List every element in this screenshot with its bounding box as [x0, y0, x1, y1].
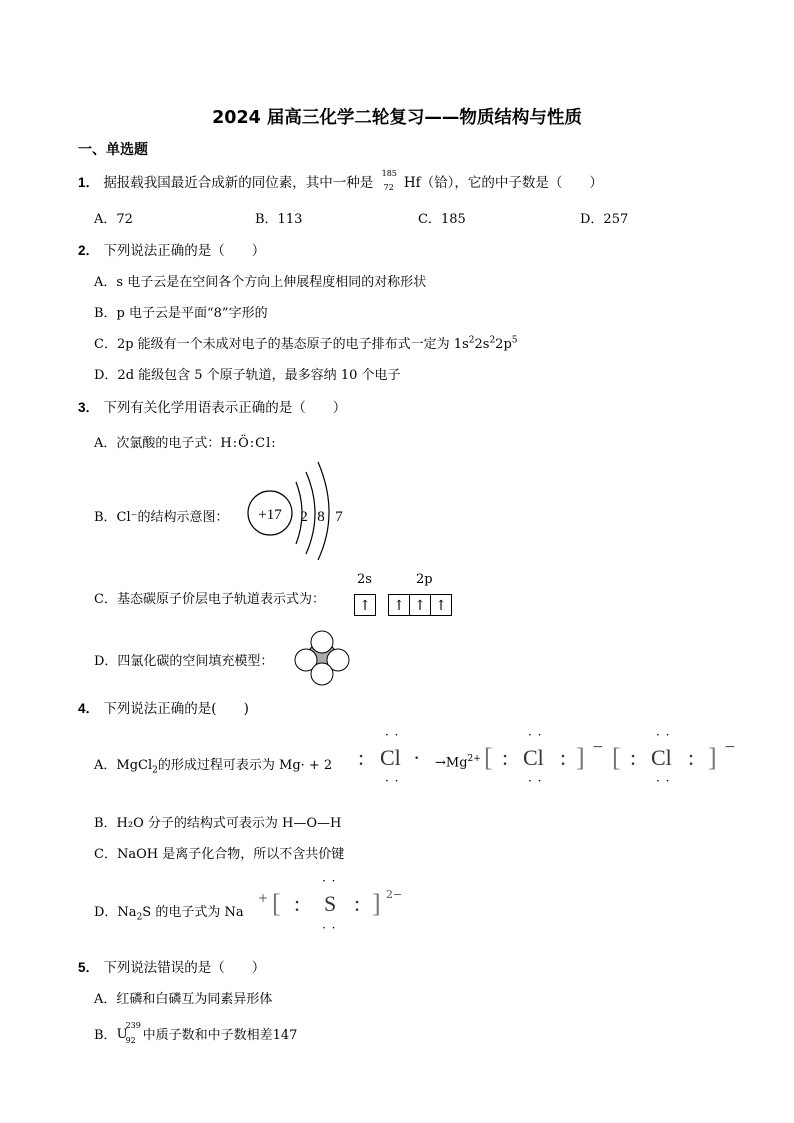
option-a: [94, 754, 332, 776]
superscript: 5: [511, 335, 518, 346]
question-number: 4．: [78, 701, 100, 716]
hclo-electron-formula: H:Ö:Cl:: [220, 436, 277, 451]
isotope-notation: [378, 168, 400, 193]
ccl4-space-filling-model: [292, 630, 352, 686]
element-symbol: U: [116, 1026, 128, 1042]
option-b: B．113: [255, 212, 303, 227]
option-d: D．四氯化碳的空间填充模型：: [94, 654, 274, 669]
option-a: A．红磷和白磷互为同素异形体: [94, 992, 273, 1007]
option-a: A．s 电子云是在空间各个方向上伸展程度相同的对称形状: [94, 275, 427, 290]
option-b: B．H₂O 分子的结构式可表示为 H—O—H: [94, 816, 342, 831]
subscript: 2: [136, 912, 143, 923]
superscript: 2: [468, 335, 475, 346]
question-number: 3．: [78, 400, 100, 415]
option-a: [94, 432, 277, 451]
subscript: 2: [152, 765, 158, 776]
option-d: D．257: [580, 212, 629, 227]
option-a-text: A．次氯酸的电子式：: [94, 436, 221, 451]
s-symbol: S: [324, 891, 337, 916]
option-b-text: 中质子数和中子数相差147: [142, 1028, 298, 1043]
cl-ion-structure-diagram: [244, 460, 354, 560]
orbital-2p-boxes: [388, 594, 451, 616]
question-text: 据报载我国最近合成新的同位素，其中一种是: [103, 175, 374, 191]
charge: 2−: [386, 888, 403, 901]
orbital-2s-box: [354, 594, 375, 616]
option-b: B．Cl⁻的结构示意图：: [94, 510, 229, 525]
charge: −: [592, 739, 604, 755]
arrow-mg: →Mg: [435, 755, 468, 771]
question-text: 下列说法正确的是( ): [103, 701, 249, 717]
cl-symbol: Cl: [651, 745, 672, 770]
shell-2-count: 8: [317, 509, 325, 525]
option-c: C．185: [418, 212, 466, 227]
question-5: [78, 956, 265, 976]
uranium-isotope: [116, 1020, 143, 1045]
option-c: C．NaOH 是离子化合物，所以不含共价键: [94, 847, 345, 862]
formula-part: 2p: [495, 337, 512, 352]
cl-symbol: Cl: [380, 745, 401, 770]
nucleus-charge: +17: [258, 507, 282, 523]
mass-number: 239: [125, 1020, 141, 1030]
question-text: 下列有关化学用语表示正确的是（ ）: [103, 400, 347, 416]
orbital-box: ↑: [388, 594, 410, 616]
charge: 2+: [467, 754, 481, 764]
question-number: 2．: [78, 243, 100, 258]
option-b: B．p 电子云是平面“8”字形的: [94, 306, 268, 321]
question-1: [78, 168, 603, 193]
question-text-end: Hf（铪），它的中子数是（ ）: [403, 175, 603, 191]
shell-1-count: 2: [300, 509, 308, 525]
chloride-ion-2: [ : · · Cl : · · ] −: [612, 728, 736, 788]
chloride-ion-1: [ : · · Cl : · · ] −: [484, 728, 604, 788]
charge: −: [724, 739, 736, 755]
option-a-text: 的形成过程可表示为 Mg· + 2: [157, 758, 333, 773]
page-title: 2024 届高三化学二轮复习——物质结构与性质: [212, 108, 582, 128]
option-d: [94, 901, 244, 923]
option-b: [94, 1020, 298, 1045]
superscript: 2: [489, 335, 496, 346]
option-c: C．基态碳原子价层电子轨道表示式为：: [94, 592, 325, 607]
question-4: [78, 697, 249, 717]
option-d-text: S 的电子式为 Na: [142, 905, 244, 920]
mass-number: 185: [381, 168, 397, 178]
option-c: [94, 333, 518, 352]
formula-part: A．MgCl: [94, 758, 153, 773]
atomic-number: 92: [125, 1035, 136, 1045]
sulfide-ion: + [ : · · S : · · ] 2−: [258, 874, 403, 935]
question-3: [78, 396, 346, 416]
shell-3-count: 7: [335, 509, 343, 525]
question-number: 5．: [78, 960, 100, 975]
charge: +: [258, 891, 269, 905]
option-b-label: B．: [94, 1028, 117, 1043]
reaction-arrow: [435, 754, 481, 770]
orbital-box: ↑: [409, 594, 431, 616]
question-2: [78, 239, 265, 259]
option-c-text: C．2p 能级有一个未成对电子的基态原子的电子排布式一定为 1s: [94, 337, 469, 352]
question-text: 下列说法错误的是（ ）: [103, 960, 266, 976]
question-text: 下列说法正确的是（ ）: [103, 243, 266, 259]
formula-part: 2s: [474, 337, 490, 352]
section-heading: 一、单选题: [78, 142, 148, 158]
cl-atom-lewis: · · : Cl · · ·: [358, 728, 421, 788]
orbital-label-2p: 2p: [416, 572, 433, 587]
question-number: 1．: [78, 175, 100, 190]
option-a: A．72: [94, 212, 133, 227]
option-d: D．2d 能级包含 5 个原子轨道，最多容纳 10 个电子: [94, 368, 401, 383]
cl-symbol: Cl: [523, 745, 544, 770]
orbital-box: ↑: [354, 594, 376, 616]
orbital-box: ↑: [430, 594, 452, 616]
atomic-number: 72: [383, 182, 394, 192]
formula-part: D．Na: [94, 905, 137, 920]
orbital-label-2s: 2s: [357, 572, 372, 587]
